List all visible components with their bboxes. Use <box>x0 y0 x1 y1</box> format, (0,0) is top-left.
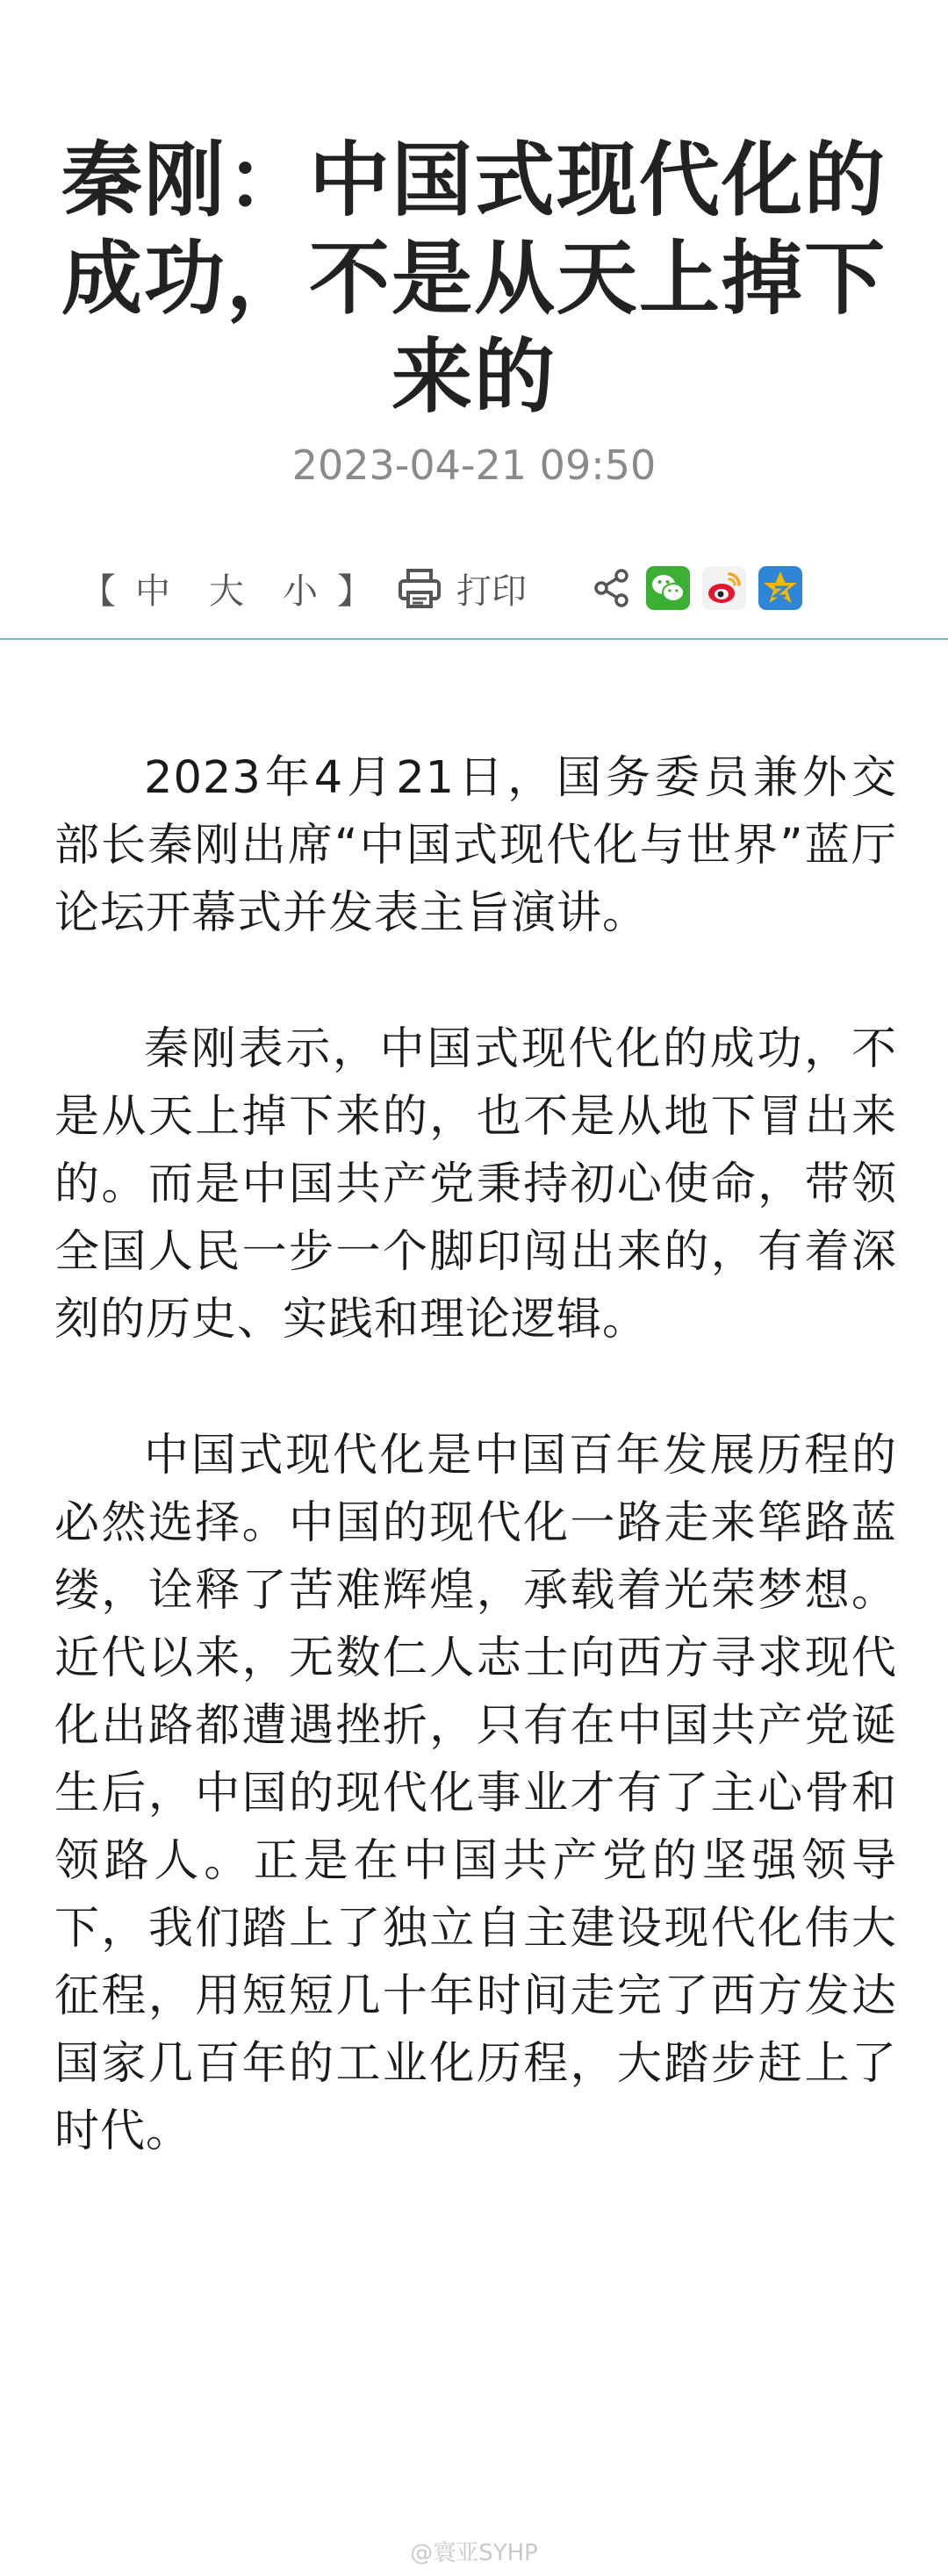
print-label: 打印 <box>456 570 527 612</box>
font-size-medium-button[interactable]: 中 <box>135 570 170 612</box>
bracket-open: 【 <box>81 570 116 612</box>
font-size-selector <box>81 553 372 623</box>
article-paragraph: 2023年4月21日，国务委员兼外交部长秦刚出席“中国式现代化与世界”蓝厅论坛开幕式并发表主旨演讲。 <box>54 752 897 939</box>
toolbar-divider <box>0 638 948 640</box>
article-title: 秦刚：中国式现代化的成功，不是从天上掉下来的 <box>61 133 887 424</box>
weibo-icon[interactable] <box>702 566 746 610</box>
qzone-icon[interactable] <box>758 566 802 610</box>
publish-date: 2023-04-21 09:50 <box>291 441 657 489</box>
printer-icon <box>395 563 444 613</box>
bracket-close: 】 <box>337 570 372 612</box>
article-paragraph: 中国式现代化是中国百年发展历程的必然选择。中国的现代化一路走来筚路蓝缕，诠释了苦难辉煌，承载着光荣梦想。近代以来，无数仁人志士向西方寻求现代化出路都遭遇挫折，只有在中国共产党诞生后，中国的现代化事业才有了主心骨和领路人。正是在中国共产党的坚强领导下，我们踏上了独立自主建设现代化伟大征程，用短短几十年时间走完了西方发达国家几百年的工业化历程，大踏步赶上了时代。 <box>54 1430 897 2157</box>
font-size-small-button[interactable]: 小 <box>283 570 318 612</box>
share-icon[interactable] <box>590 566 634 610</box>
article-paragraph: 秦刚表示，中国式现代化的成功，不是从天上掉下来的，也不是从地下冒出来的。而是中国共产党秉持初心使命，带领全国人民一步一个脚印闯出来的，有着深刻的历史、实践和理论逻辑。 <box>54 1023 897 1345</box>
font-size-large-button[interactable]: 大 <box>209 570 244 612</box>
print-button[interactable] <box>395 553 527 623</box>
article-body <box>54 744 897 2234</box>
wechat-icon[interactable] <box>646 566 690 610</box>
weibo-watermark: @寰亚SYHP <box>410 2540 538 2566</box>
article-toolbar <box>0 553 948 623</box>
share-bar <box>590 553 815 623</box>
